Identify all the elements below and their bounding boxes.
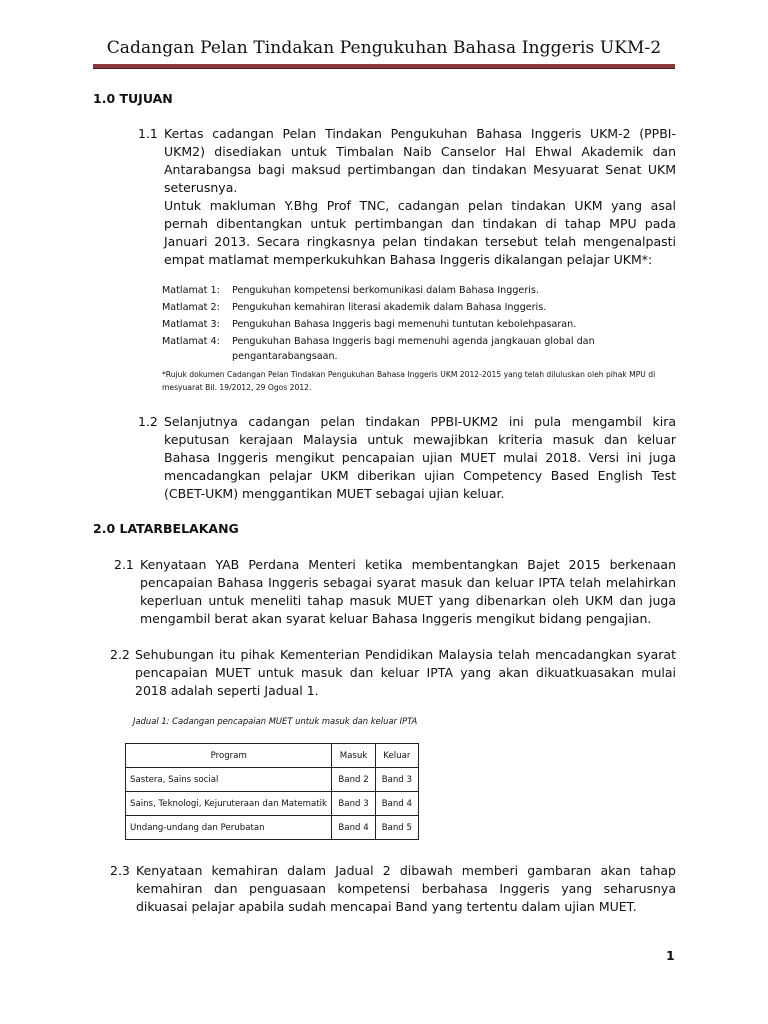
page-header: Cadangan Pelan Tindakan Pengukuhan Bahasa Inggeris UKM-2 <box>106 38 662 58</box>
footnote: *Rujuk dokumen Cadangan Pelan Tindakan Pengukuhan Bahasa Inggeris UKM 2012-2015 yang telah diluluskan oleh pihak MPU di mesyuarat Bil. 19/2012, 29 Ogos 2012. <box>162 370 656 392</box>
paragraph-number: 2.2 <box>110 647 130 662</box>
paragraph-text: Kenyataan YAB Perdana Menteri ketika membentangkan Bajet 2015 berkenaan pencapaian Bahasa Inggeris sebagai syarat masuk dan keluar IPTA telah melahirkan keperluan untuk meneliti tahap masuk MUET yang dibenarkan oleh UKM dan juga mengambil berat akan syarat keluar Bahasa Inggeris mengikut bidang pengajian. <box>140 557 676 626</box>
paragraph-text: Selanjutnya cadangan pelan tindakan PPBI-UKM2 ini pula mengambil kira keputusan kerajaan Malaysia untuk mewajibkan kriteria masuk dan keluar Bahasa Inggeris mengikut pencapaian ujian MUET mulai 2018. Versi ini juga mencadangkan pelajar UKM diberikan ujian Competency Based English Test (CBET-UKM) menggantikan MUET sebagai ujian keluar. <box>164 414 676 501</box>
table-cell: Band 4 <box>332 816 375 840</box>
goal-text: Pengukuhan kemahiran literasi akademik dalam Bahasa Inggeris. <box>232 302 547 313</box>
paragraph-number: 1.2 <box>138 414 158 429</box>
paragraph-number: 2.3 <box>110 863 130 878</box>
paragraph-2-3 <box>110 862 676 916</box>
table-header-row <box>126 744 419 768</box>
table-row <box>126 768 419 792</box>
section-heading-tujuan: 1.0 TUJUAN <box>93 91 173 106</box>
paragraph-1-2 <box>138 413 676 503</box>
table-cell: Undang-undang dan Perubatan <box>126 816 332 840</box>
table-cell: Band 3 <box>375 768 418 792</box>
table-cell: Band 4 <box>375 792 418 816</box>
goals-list <box>162 283 672 364</box>
goal-text: Pengukuhan Bahasa Inggeris bagi memenuhi agenda jangkauan global dan pengantarabangsaan. <box>232 336 595 362</box>
header-rule <box>93 64 675 69</box>
table-row <box>126 816 419 840</box>
paragraph-2-1 <box>114 556 676 628</box>
table-row <box>126 792 419 816</box>
goal-text: Pengukuhan Bahasa Inggeris bagi memenuhi tuntutan kebolehpasaran. <box>232 319 577 330</box>
goal-text: Pengukuhan kompetensi berkomunikasi dalam Bahasa Inggeris. <box>232 285 539 296</box>
goal-label: Matlamat 2: <box>162 302 220 313</box>
paragraph-1-1 <box>138 125 676 197</box>
goal-item <box>162 334 672 364</box>
table-header-cell: Keluar <box>375 744 418 768</box>
goal-item <box>162 283 672 298</box>
goal-item <box>162 317 672 332</box>
paragraph-2-2 <box>110 646 676 700</box>
table-cell: Sains, Teknologi, Kejuruteraan dan Matematik <box>126 792 332 816</box>
paragraph-text: Kenyataan kemahiran dalam Jadual 2 dibawah memberi gambaran akan tahap kemahiran dan penguasaan kompetensi berbahasa Inggeris yang seharusnya dikuasai pelajar apabila sudah mencapai Band yang tertentu dalam ujian MUET. <box>136 863 676 914</box>
page-number: 1 <box>666 948 675 963</box>
paragraph-text: Kertas cadangan Pelan Tindakan Pengukuhan Bahasa Inggeris UKM-2 (PPBI-UKM2) disediakan untuk Timbalan Naib Canselor Hal Ehwal Akademik dan Antarabangsa bagi maksud pertimbangan dan tindakan Mesyuarat Senat UKM seterusnya. <box>164 126 676 195</box>
table-cell: Band 5 <box>375 816 418 840</box>
table-cell: Band 2 <box>332 768 375 792</box>
table-caption: Jadual 1: Cadangan pencapaian MUET untuk masuk dan keluar IPTA <box>133 716 418 726</box>
table-cell: Band 3 <box>332 792 375 816</box>
goal-label: Matlamat 1: <box>162 285 220 296</box>
table-header-cell: Masuk <box>332 744 375 768</box>
paragraph-number: 1.1 <box>138 126 158 141</box>
goal-item <box>162 300 672 315</box>
table-cell: Sastera, Sains social <box>126 768 332 792</box>
section-heading-latarbelakang: 2.0 LATARBELAKANG <box>93 521 239 536</box>
muet-table <box>125 743 419 840</box>
paragraph-1-1-continued: Untuk makluman Y.Bhg Prof TNC, cadangan pelan tindakan UKM yang asal pernah dibentangkan untuk pertimbangan dan tindakan di tahap MPU pada Januari 2013. Secara ringkasnya pelan tindakan tersebut telah mengenalpasti empat matlamat memperkukuhkan Bahasa Inggeris dikalangan pelajar UKM*: <box>164 198 676 267</box>
paragraph-number: 2.1 <box>114 557 134 572</box>
paragraph-text: Sehubungan itu pihak Kementerian Pendidikan Malaysia telah mencadangkan syarat pencapaian MUET untuk masuk dan keluar IPTA yang akan dikuatkuasakan mulai 2018 adalah seperti Jadual 1. <box>135 647 676 698</box>
goal-label: Matlamat 3: <box>162 319 220 330</box>
goal-label: Matlamat 4: <box>162 336 220 347</box>
table-header-cell: Program <box>126 744 332 768</box>
